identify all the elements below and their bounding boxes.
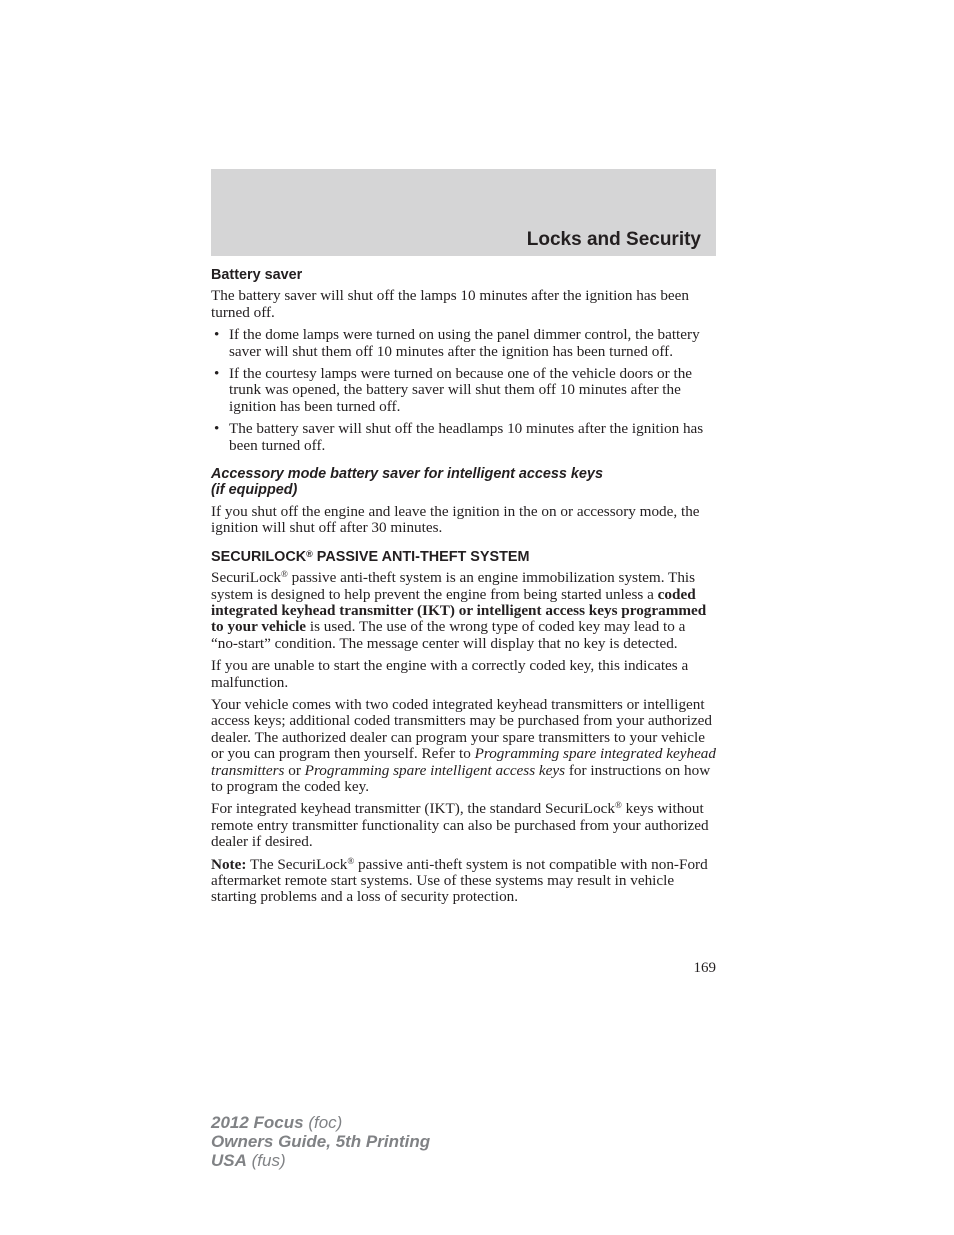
footer-line: USA (fus) xyxy=(211,1151,286,1170)
securilock-paragraph-4: For integrated keyhead transmitter (IKT), the standard SecuriLock® keys without remote entry transmitter functionality can also be purchased from your authorized dealer if desired. xyxy=(211,800,709,851)
securilock-paragraph-2: If you are unable to start the engine with a correctly coded key, this indicates a malfunction. xyxy=(211,657,689,691)
footer-line: 2012 Focus (foc) xyxy=(211,1113,343,1132)
page-number: 169 xyxy=(693,960,716,976)
bullet-icon: • xyxy=(214,326,220,344)
section-header-band xyxy=(211,169,716,256)
list-item: • If the courtesy lamps were turned on because one of the vehicle doors or the trunk was opened, the battery saver will shut them off 10 minutes after the ignition has been turned off. xyxy=(214,365,693,415)
battery-saver-heading: Battery saver xyxy=(211,267,303,283)
list-item: • If the dome lamps were turned on using the panel dimmer control, the battery saver will shut them off 10 minutes after the ignition has been turned off. xyxy=(214,326,700,360)
note-label: Note: xyxy=(211,855,247,873)
securilock-paragraph-1: SecuriLock® passive anti-theft system is an engine immobilization system. This system is designed to help prevent the engine from being started unless a coded integrated keyhead transmitter (IKT) or intelligent access keys programmed to your vehicle is used. The use of the wrong type of coded key may lead to a “no-start” condition. The message center will display that no key is detected. xyxy=(211,569,707,652)
accessory-mode-text: If you shut off the engine and leave the ignition in the on or accessory mode, the ignition will shut off after 30 minutes. xyxy=(211,502,700,537)
securilock-note: Note: The SecuriLock® passive anti-theft system is not compatible with non-Ford aftermarket remote start systems. Use of these systems may result in vehicle starting problems and a loss of security protection. xyxy=(211,855,708,906)
securilock-heading: SECURILOCK® PASSIVE ANTI-THEFT SYSTEM xyxy=(211,548,530,565)
bullet-icon: • xyxy=(214,420,220,438)
cross-reference: Programming spare integrated keyhead transmitters xyxy=(211,745,716,779)
section-title: Locks and Security xyxy=(526,229,701,250)
list-item: • The battery saver will shut off the headlamps 10 minutes after the ignition has been turned off. xyxy=(214,420,704,454)
battery-saver-list xyxy=(211,327,716,454)
battery-saver-intro: The battery saver will shut off the lamps 10 minutes after the ignition has been turned off. xyxy=(211,287,690,321)
securilock-paragraph-3: Your vehicle comes with two coded integrated keyhead transmitters or intelligent access keys; additional coded transmitters may be purchased from your authorized dealer. The authorized dealer can program your spare transmitters to your vehicle or you can program then yourself. Refer to Programming spare integrated keyhead transmitters or Programming spare intelligent access keys for instructions on how to program the coded key. xyxy=(211,695,716,795)
accessory-mode-heading: Accessory mode battery saver for intelligent access keys (if equipped) xyxy=(211,466,603,499)
document-footer xyxy=(211,1113,430,1170)
footer-line: Owners Guide, 5th Printing xyxy=(211,1132,431,1151)
bullet-icon: • xyxy=(214,365,220,383)
cross-reference: Programming spare intelligent access keys xyxy=(304,761,566,779)
page-content xyxy=(211,267,716,912)
